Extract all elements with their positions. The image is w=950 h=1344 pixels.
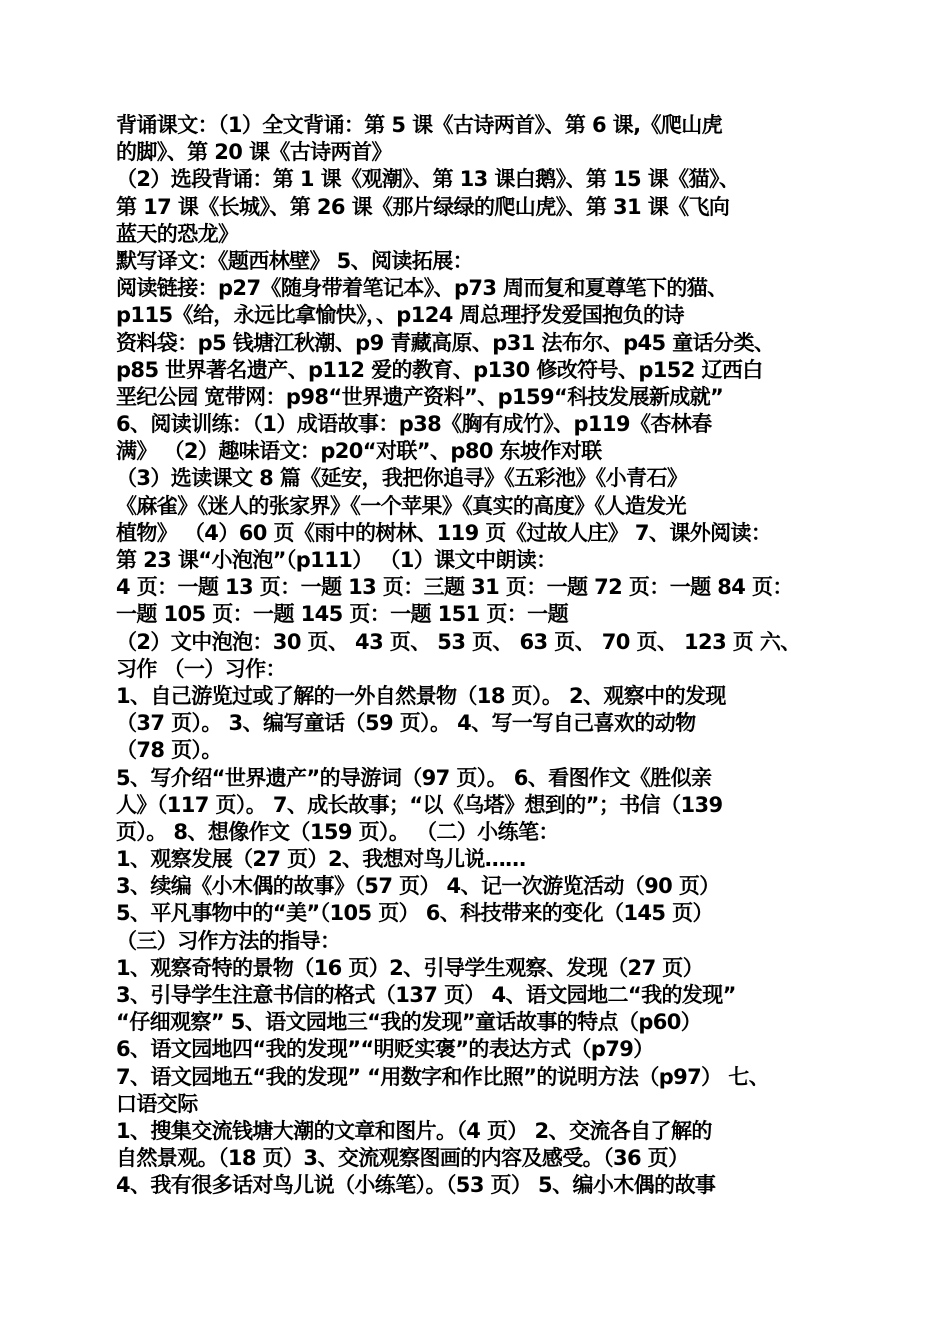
text-line: 5、平凡事物中的“美”（105 页） 6、科技带来的变化（145 页） — [116, 901, 713, 926]
text-line: 植物》 （4）60 页《雨中的树林、119 页《过故人庄》 7、课外阅读： — [116, 520, 772, 545]
text-line: 自然景观。（18 页）3、交流观察图画的内容及感受。（36 页） — [116, 1146, 689, 1171]
text-line: （37 页）。 3、编写童话（59 页）。 4、写一写自己喜欢的动物 — [116, 711, 696, 736]
text-line: 页）。 8、想像作文（159 页）。 （二）小练笔： — [116, 819, 559, 844]
text-line: 1、观察奇特的景物（16 页）2、引导学生观察、发现（27 页） — [116, 955, 704, 980]
text-line: （三）习作方法的指导： — [116, 928, 341, 953]
text-line: 1、搜集交流钱塘大潮的文章和图片。（4 页） 2、交流各自了解的 — [116, 1118, 712, 1143]
text-line: 阅读链接：p27《随身带着笔记本》、p73 周而复和夏尊笔下的猫、 — [116, 276, 728, 301]
text-line: 1、自己游览过或了解的一外自然景物（18 页）。 2、观察中的发现 — [116, 683, 726, 708]
text-line: p115《给，永远比拿愉快》，、p124 周总理抒发爱国抱负的诗 — [116, 303, 684, 328]
text-line: 3、续编《小木偶的故事》（57 页） 4、记一次游览活动（90 页） — [116, 874, 720, 899]
text-line: 7、语文园地五“我的发现” “用数字和作比照”的说明方法（p97） 七、 — [116, 1064, 770, 1089]
text-line: （2）文中泡泡：30 页、 43 页、 53 页、 63 页、 70 页、 123 页 六、 — [116, 629, 801, 654]
text-line: 口语交际 — [116, 1091, 198, 1116]
text-line: 资料袋：p5 钱塘江秋潮、p9 青藏高原、p31 法布尔、p45 童话分类、 — [116, 330, 775, 355]
text-line: 蓝天的恐龙》 — [116, 221, 239, 246]
text-line: 垩纪公园 宽带网：p98“世界遗产资料”、p159“科技发展新成就” — [116, 384, 724, 409]
document-body — [116, 112, 846, 1200]
text-line: 人》（117 页）。 7、成长故事；“以《乌塔》想到的”；书信（139 — [116, 792, 723, 817]
text-line: （78 页）。 — [116, 738, 222, 763]
text-line: 5、写介绍“世界遗产”的导游词（97 页）。 6、看图作文《胜似亲 — [116, 765, 712, 790]
text-line: 4、我有很多话对鸟儿说（小练笔）。（53 页） 5、编小木偶的故事 — [116, 1173, 716, 1198]
text-line: 6、阅读训练：（1）成语故事：p38《胸有成竹》、p119《杏林春 — [116, 412, 712, 437]
text-line: （2）选段背诵：第 1 课《观潮》、第 13 课白鹅》、第 15 课《猫》、 — [116, 167, 740, 192]
text-line: 《麻雀》《迷人的张家界》《一个苹果》《真实的高度》《人造发光 — [116, 493, 686, 518]
text-line: 默写译文：《题西林壁》 5、阅读拓展： — [116, 248, 474, 273]
text-line: （3）选读课文 8 篇《延安，我把你追寻》《五彩池》《小青石》 — [116, 466, 688, 491]
text-line: 第 23 课“小泡泡”（p111） （1）课文中朗读： — [116, 548, 557, 572]
text-line: 一题 105 页：一题 145 页：一题 151 页：一题 — [116, 602, 568, 627]
text-line: 的脚》、第 20 课《古诗两首》 — [116, 140, 392, 165]
text-line: 习作 （一）习作： — [116, 656, 286, 681]
text-line: 6、语文园地四“我的发现”“明贬实褒”的表达方式（p79） — [116, 1037, 654, 1062]
text-line: 4 页：一题 13 页：一题 13 页：三题 31 页：一题 72 页：一题 84 页： — [116, 575, 793, 600]
text-line: p85 世界著名遗产、p112 爱的教育、p130 修改符号、p152 辽西白 — [116, 357, 763, 382]
text-line: 背诵课文：（1）全文背诵：第 5 课《古诗两首》、第 6 课,《爬山虎 — [116, 113, 723, 137]
text-line: 1、观察发展（27 页）2、我想对鸟儿说…… — [116, 847, 526, 872]
text-line: 满》 （2）趣味语文：p20“对联”、p80 东坡作对联 — [116, 439, 602, 464]
text-line: 3、引导学生注意书信的格式（137 页） 4、语文园地二“我的发现” — [116, 983, 736, 1007]
text-line: 第 17 课《长城》、第 26 课《那片绿绿的爬山虎》、第 31 课《飞向 — [116, 194, 730, 219]
text-line: “仔细观察” 5、语文园地三“我的发现”童话故事的特点（p60） — [116, 1010, 702, 1035]
